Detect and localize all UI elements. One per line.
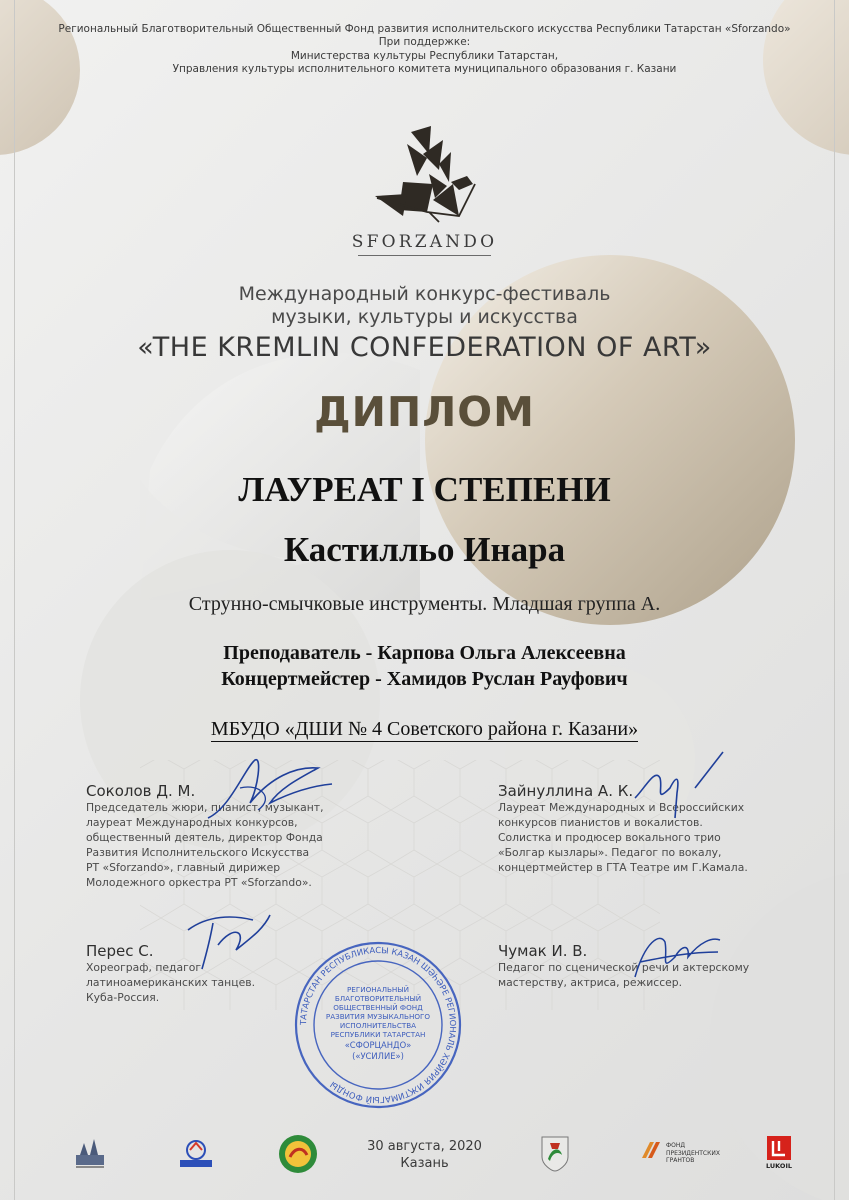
kazan-coat-of-arms-icon: [538, 1133, 572, 1173]
stamp-line: РЕГИОНАЛЬНЫЙ: [346, 985, 410, 994]
event-title: «THE KREMLIN CONFEDERATION OF ART»: [137, 332, 712, 363]
header-department: Управления культуры исполнительного комитета муниципального образования г. Казани: [172, 63, 677, 76]
header: [40, 23, 809, 77]
stamp-line: БЛАГОТВОРИТЕЛЬНЫЙ: [334, 994, 422, 1003]
brand-name: SFORZANDO: [351, 232, 498, 252]
jury-description: Лауреат Международных и Всероссийских конкурсов пианистов и вокалистов. Солистка и продюсер вокального трио «Болгар кызлары». Педагог по вокалу, концертмейстер в ГТА Театре им Г.Камала.: [498, 801, 748, 874]
recipient-name: Кастилльо Инара: [283, 530, 566, 569]
stamp-outer-text: ТАТАРСТАН РЕСПУБЛИКАСЫ КАЗАН ШӘҺӘРЕ РЕГИОНАЛЬ ХӘЙРИЯ ИҖТИМАГЫЙ ФОНДЫ: [297, 944, 459, 1106]
stamp-line: ОБЩЕСТВЕННЫЙ ФОНД: [333, 1003, 423, 1012]
accompanist: Концертмейстер - Хамидов Руслан Рауфович: [221, 668, 628, 690]
frame-line-left: [14, 0, 15, 1200]
jury-name: Соколов Д. М.: [86, 782, 196, 800]
stamp-line: ИСПОЛНИТЕЛЬСТВА: [339, 1021, 417, 1030]
jury-name: Чумак И. В.: [498, 942, 588, 960]
jury-description: Председатель жюри, пианист, музыкант, лауреат Международных конкурсов, общественный деятель, директор Фонда Развития Исполнительского Искусства РТ «Sforzando», главный дирижер Молодежного оркестра РТ «Sforzando».: [86, 801, 324, 889]
official-stamp-icon: [293, 940, 463, 1110]
frame-line-right: [834, 0, 835, 1200]
stamp-line: РАЗВИТИЯ МУЗЫКАЛЬНОГО: [325, 1012, 431, 1021]
school: [100, 718, 749, 741]
lukoil-text: LUKOIL: [765, 1162, 793, 1170]
award-title: ЛАУРЕАТ I СТЕПЕНИ: [238, 470, 611, 509]
ritek-logo-icon: [176, 1138, 216, 1170]
jury-name: Перес С.: [86, 942, 154, 960]
presidential-grants-icon: [640, 1140, 662, 1162]
jury-description: Педагог по сценической речи и актерскому мастерству, актриса, режиссер.: [498, 961, 750, 989]
event-subtitle-2: музыки, культуры и искусства: [271, 306, 578, 328]
signature-zainullina-icon: [625, 748, 735, 823]
brand-divider: [358, 255, 491, 256]
kazan-logo-icon: [72, 1135, 108, 1171]
teacher: Преподаватель - Карпова Ольга Алексеевна: [223, 642, 626, 664]
event-subtitle-1: Международный конкурс-фестиваль: [238, 283, 611, 305]
nomination: Струнно-смычковые инструменты. Младшая группа А.: [188, 593, 661, 615]
header-ministry: Министерства культуры Республики Татарстан,: [290, 49, 559, 62]
signature-peres-icon: [178, 905, 278, 975]
diploma-label: ДИПЛОМ: [314, 388, 535, 436]
presidential-grants-logo: [640, 1138, 730, 1170]
header-support: При поддержке:: [378, 36, 471, 49]
stamp-line: («УСИЛИЕ»): [352, 1051, 404, 1061]
tatarstan-emblem-icon: [277, 1133, 319, 1175]
stamp-line: РЕСПУБЛИКИ ТАТАРСТАН: [330, 1030, 426, 1039]
signature-sokolov-icon: [200, 748, 340, 838]
footer-date-block: [330, 1138, 519, 1172]
event-city: Казань: [400, 1156, 449, 1171]
lukoil-icon: [766, 1135, 792, 1161]
jury-name: Зайнуллина А. К.: [498, 782, 634, 800]
school-name: МБУДО «ДШИ № 4 Советского района г. Казани»: [210, 718, 639, 740]
jury-description: Хореограф, педагог латиноамериканских танцев. Куба-Россия.: [86, 961, 256, 1004]
event-date: 30 августа, 2020: [367, 1139, 482, 1154]
signature-chumak-icon: [620, 922, 730, 992]
presidential-grants-text: ФОНД ПРЕЗИДЕНТСКИХ ГРАНТОВ: [666, 1142, 720, 1164]
lukoil-logo: [764, 1135, 794, 1175]
header-organizer: Региональный Благотворительный Общественный Фонд развития исполнительского искусства Республики Татарстан «Sforzando»: [58, 23, 791, 35]
stamp-line: «СФОРЦАНДО»: [344, 1040, 412, 1050]
